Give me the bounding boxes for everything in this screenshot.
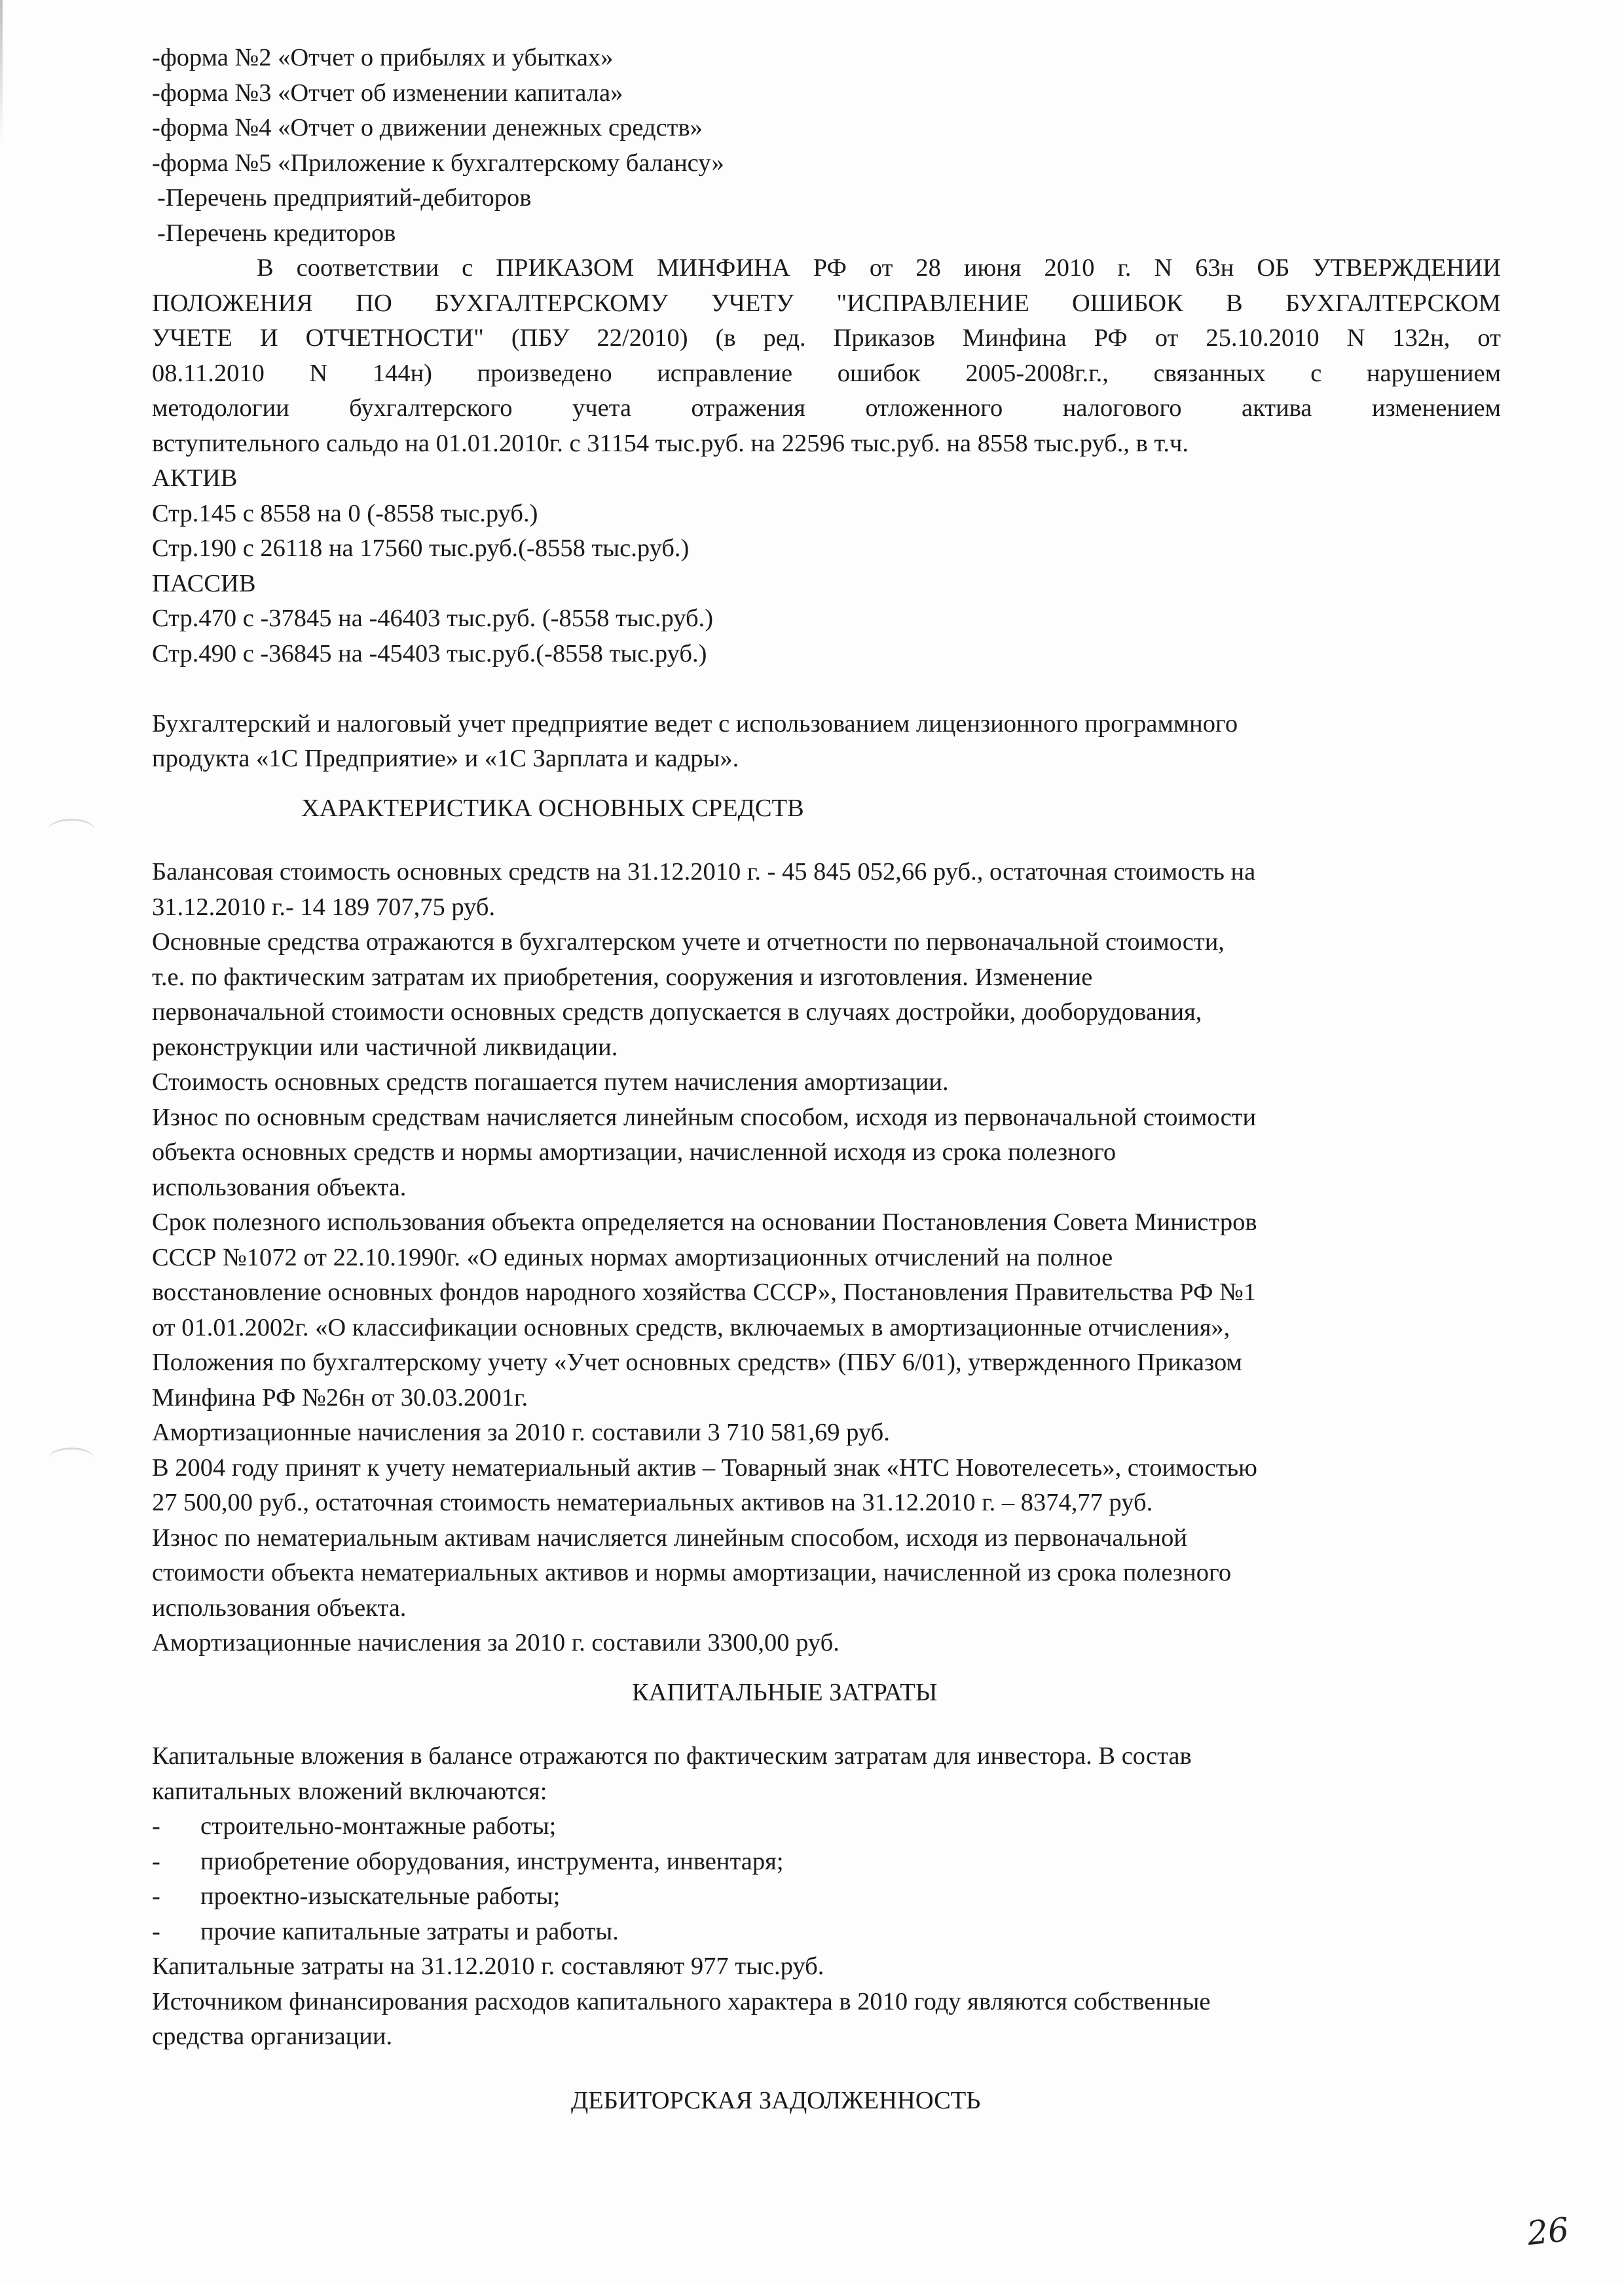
list-item bbox=[152, 1844, 1501, 1880]
paragraph-line: объекта основных средств и нормы амортизации, начисленной исходя из срока полезного bbox=[152, 1138, 1116, 1166]
paragraph-line: использования объекта. bbox=[152, 1594, 407, 1622]
bullet-dash: - bbox=[152, 1882, 160, 1910]
scan-edge-shadow bbox=[0, 0, 3, 144]
balance-line-470: Стр.470 с -37845 на -46403 тыс.руб. (-8558 тыс.руб.) bbox=[152, 605, 714, 632]
paragraph-line: реконструкции или частичной ликвидации. bbox=[152, 1033, 618, 1061]
page-number: 26 bbox=[1525, 2210, 1571, 2253]
paragraph-line: средства организации. bbox=[152, 2023, 393, 2050]
paragraph-line: Амортизационные начисления за 2010 г. составили 3300,00 руб. bbox=[152, 1629, 840, 1656]
paragraph-line: стоимости объекта нематериальных активов и нормы амортизации, начисленной из срока полезного bbox=[152, 1559, 1232, 1586]
list-item: -форма №3 «Отчет об изменении капитала» bbox=[152, 79, 623, 107]
software-paragraph-line: продукта «1С Предприятие» и «1С Зарплата и кадры». bbox=[152, 745, 739, 772]
list-item-text: проектно-изыскательные работы; bbox=[200, 1882, 561, 1910]
paragraph-line: Капитальные затраты на 31.12.2010 г. составляют 977 тыс.руб. bbox=[152, 1953, 824, 1980]
list-item bbox=[152, 1879, 1501, 1915]
paragraph-line: капитальных вложений включаются: bbox=[152, 1777, 547, 1805]
correction-paragraph-line: вступительного сальдо на 01.01.2010г. с 31154 тыс.руб. на 22596 тыс.руб. на 8558 тыс.руб., в т.ч. bbox=[152, 429, 1189, 457]
list-item: -Перечень предприятий-дебиторов bbox=[157, 184, 532, 212]
correction-paragraph-line: методологии бухгалтерского учета отражения отложенного налогового актива изменением bbox=[152, 394, 1501, 422]
list-item-text: прочие капитальные затраты и работы. bbox=[200, 1917, 619, 1945]
correction-paragraph-line: УЧЕТЕ И ОТЧЕТНОСТИ" (ПБУ 22/2010) (в ред. Приказов Минфина РФ от 25.10.2010 N 132н, от bbox=[152, 324, 1501, 352]
punch-hole-mark bbox=[48, 1448, 94, 1469]
receivables-heading: ДЕБИТОРСКАЯ ЗАДОЛЖЕННОСТЬ bbox=[571, 2086, 981, 2114]
paragraph-line: от 01.01.2002г. «О классификации основных средств, включаемых в амортизационные отчисления», bbox=[152, 1313, 1230, 1341]
balance-line-490: Стр.490 с -36845 на -45403 тыс.руб.(-8558 тыс.руб.) bbox=[152, 639, 707, 667]
software-paragraph-line: Бухгалтерский и налоговый учет предприятие ведет с использованием лицензионного программного bbox=[152, 709, 1238, 738]
paragraph-line: использования объекта. bbox=[152, 1173, 407, 1201]
balance-line-145: Стр.145 с 8558 на 0 (-8558 тыс.руб.) bbox=[152, 499, 538, 527]
list-item bbox=[152, 1809, 1501, 1844]
list-item-text: приобретение оборудования, инструмента, инвентаря; bbox=[200, 1847, 784, 1875]
paragraph-line: восстановление основных фондов народного хозяйства СССР», Постановления Правительства РФ №1 bbox=[152, 1279, 1257, 1306]
balance-line-190: Стр.190 с 26118 на 17560 тыс.руб.(-8558 тыс.руб.) bbox=[152, 534, 690, 562]
paragraph-line: первоначальной стоимости основных средств допускается в случаях достройки, дооборудования, bbox=[152, 998, 1202, 1026]
paragraph-line: В 2004 году принят к учету нематериальный актив – Товарный знак «НТС Новотелесеть», стоимостью bbox=[152, 1453, 1257, 1482]
correction-paragraph-line: 08.11.2010 N 144н) произведено исправление ошибок 2005-2008г.г., связанных с нарушением bbox=[152, 359, 1501, 387]
passiv-label: ПАССИВ bbox=[152, 569, 256, 597]
correction-paragraph-line: В соответствии с ПРИКАЗОМ МИНФИНА РФ от 28 июня 2010 г. N 63н ОБ УТВЕРЖДЕНИИ bbox=[257, 254, 1501, 282]
paragraph-line: Срок полезного использования объекта определяется на основании Постановления Совета Министров bbox=[152, 1208, 1257, 1236]
paragraph-line: 27 500,00 руб., остаточная стоимость нематериальных активов на 31.12.2010 г. – 8374,77 руб. bbox=[152, 1489, 1153, 1516]
correction-paragraph-line: ПОЛОЖЕНИЯ ПО БУХГАЛТЕРСКОМУ УЧЕТУ "ИСПРАВЛЕНИЕ ОШИБОК В БУХГАЛТЕРСКОМ bbox=[152, 289, 1501, 317]
paragraph-line: СССР №1072 от 22.10.1990г. «О единых нормах амортизационных отчислений на полное bbox=[152, 1243, 1113, 1271]
list-item-text: строительно-монтажные работы; bbox=[200, 1812, 557, 1840]
list-item: -форма №5 «Приложение к бухгалтерскому балансу» bbox=[152, 149, 724, 177]
list-item bbox=[152, 1915, 1501, 1950]
paragraph-line: Положения по бухгалтерскому учету «Учет основных средств» (ПБУ 6/01), утвержденного Приказом bbox=[152, 1349, 1242, 1376]
punch-hole-mark bbox=[48, 819, 94, 840]
paragraph-line: Источником финансирования расходов капитального характера в 2010 году являются собственные bbox=[152, 1987, 1211, 2015]
paragraph-line: Амортизационные начисления за 2010 г. составили 3 710 581,69 руб. bbox=[152, 1419, 890, 1446]
paragraph-line: Балансовая стоимость основных средств на 31.12.2010 г. - 45 845 052,66 руб., остаточная стоимость на bbox=[152, 858, 1256, 886]
paragraph-line: Износ по нематериальным активам начисляется линейным способом, исходя из первоначальной bbox=[152, 1524, 1187, 1552]
capital-costs-heading: КАПИТАЛЬНЫЕ ЗАТРАТЫ bbox=[632, 1678, 938, 1706]
list-item: -форма №2 «Отчет о прибылях и убытках» bbox=[152, 44, 614, 71]
paragraph-line: 31.12.2010 г.- 14 189 707,75 руб. bbox=[152, 893, 496, 921]
paragraph-line: т.е. по фактическим затратам их приобретения, сооружения и изготовления. Изменение bbox=[152, 963, 1093, 991]
fixed-assets-heading: ХАРАКТЕРИСТИКА ОСНОВНЫХ СРЕДСТВ bbox=[301, 794, 804, 822]
bullet-dash: - bbox=[152, 1847, 160, 1875]
paragraph-line: Износ по основным средствам начисляется линейным способом, исходя из первоначальной стоимости bbox=[152, 1103, 1257, 1131]
aktiv-label: АКТИВ bbox=[152, 464, 238, 492]
document-body bbox=[152, 41, 1501, 2118]
list-item: -форма №4 «Отчет о движении денежных средств» bbox=[152, 114, 703, 141]
bullet-dash: - bbox=[152, 1812, 160, 1840]
paragraph-line: Капитальные вложения в балансе отражаются по фактическим затратам для инвестора. В состав bbox=[152, 1742, 1192, 1770]
paragraph-line: Основные средства отражаются в бухгалтерском учете и отчетности по первоначальной стоимости, bbox=[152, 928, 1225, 956]
paragraph-line: Стоимость основных средств погашается путем начисления амортизации. bbox=[152, 1068, 949, 1096]
list-item: -Перечень кредиторов bbox=[157, 219, 396, 247]
paragraph-line: Минфина РФ №26н от 30.03.2001г. bbox=[152, 1383, 528, 1412]
bullet-dash: - bbox=[152, 1917, 160, 1945]
